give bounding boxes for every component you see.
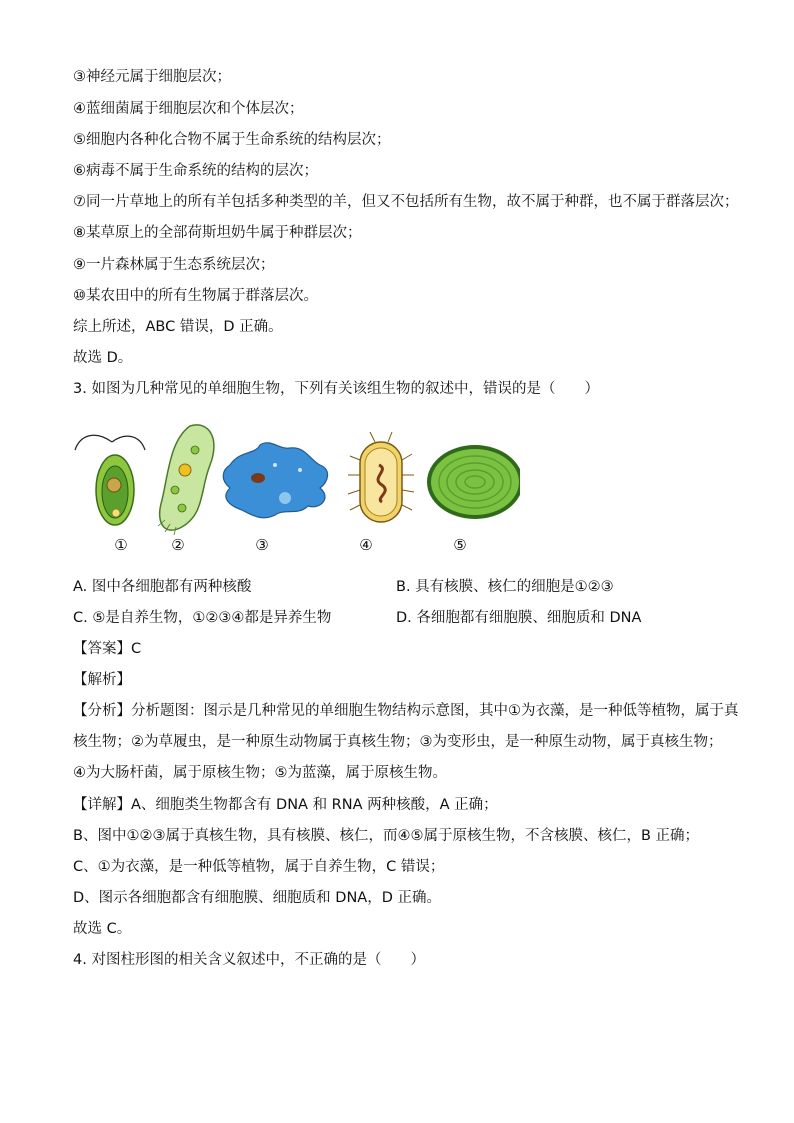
amoeba-illustration bbox=[223, 443, 327, 518]
cyanobacterium-illustration bbox=[427, 445, 520, 519]
text-line: 故选 D。 bbox=[73, 350, 133, 366]
text-line: 【分析】分析题图：图示是几种常见的单细胞生物结构示意图，其中①为衣藻，是一种低等植物，属于真 bbox=[73, 703, 739, 719]
paramecium-illustration bbox=[158, 425, 214, 535]
option-c: C. ⑤是自养生物，①②③④都是异养生物 bbox=[73, 610, 332, 626]
figure-label-3: ③ bbox=[255, 536, 269, 554]
text-line: ⑩某农田中的所有生物属于群落层次。 bbox=[73, 288, 318, 304]
text-line: ③神经元属于细胞层次； bbox=[73, 69, 231, 85]
question-4-stem: 4. 对图柱形图的相关含义叙述中，不正确的是（ ） bbox=[73, 952, 425, 968]
text-line: C、①为衣藻，是一种低等植物，属于自养生物，C 错误； bbox=[73, 859, 445, 875]
text-line: ⑧某草原上的全部荷斯坦奶牛属于种群层次； bbox=[73, 225, 362, 241]
figure-label-4: ④ bbox=[359, 536, 373, 554]
e-coli-illustration bbox=[348, 432, 414, 522]
chlamydomonas-illustration bbox=[75, 435, 145, 525]
option-d: D. 各细胞都有细胞膜、细胞质和 DNA bbox=[396, 610, 642, 626]
figure-label-5: ⑤ bbox=[453, 536, 467, 554]
text-line: D、图示各细胞都含有细胞膜、细胞质和 DNA，D 正确。 bbox=[73, 890, 441, 906]
text-line: ⑥病毒不属于生命系统的结构的层次； bbox=[73, 163, 318, 179]
text-line: 【详解】A、细胞类生物都含有 DNA 和 RNA 两种核酸，A 正确； bbox=[73, 797, 498, 813]
text-line: 综上所述，ABC 错误，D 正确。 bbox=[73, 319, 283, 335]
text-line: ⑦同一片草地上的所有羊包括多种类型的羊，但又不包括所有生物，故不属于种群，也不属于群落层次； bbox=[73, 194, 739, 210]
text-line: ⑤细胞内各种化合物不属于生命系统的结构层次； bbox=[73, 132, 391, 148]
text-line: ④蓝细菌属于细胞层次和个体层次； bbox=[73, 101, 304, 117]
figure-label-2: ② bbox=[171, 536, 185, 554]
question-3-stem: 3. 如图为几种常见的单细胞生物，下列有关该组生物的叙述中，错误的是（ ） bbox=[73, 381, 599, 397]
figure-label-1: ① bbox=[114, 536, 128, 554]
text-line: 核生物；②为草履虫，是一种原生动物属于真核生物；③为变形虫，是一种原生动物，属于真核生物； bbox=[73, 734, 723, 750]
option-b: B. 具有核膜、核仁的细胞是①②③ bbox=[396, 579, 614, 595]
answer-line: 【答案】C bbox=[73, 641, 142, 657]
text-line: B、图中①②③属于真核生物，具有核膜、核仁，而④⑤属于原核生物，不含核膜、核仁，B 正确； bbox=[73, 828, 699, 844]
text-line: ④为大肠杆菌，属于原核生物；⑤为蓝藻，属于原核生物。 bbox=[73, 765, 447, 781]
text-line: ⑨一片森林属于生态系统层次； bbox=[73, 257, 275, 273]
analysis-heading: 【解析】 bbox=[73, 672, 131, 688]
option-a: A. 图中各细胞都有两种核酸 bbox=[73, 579, 252, 595]
text-line: 故选 C。 bbox=[73, 921, 132, 937]
